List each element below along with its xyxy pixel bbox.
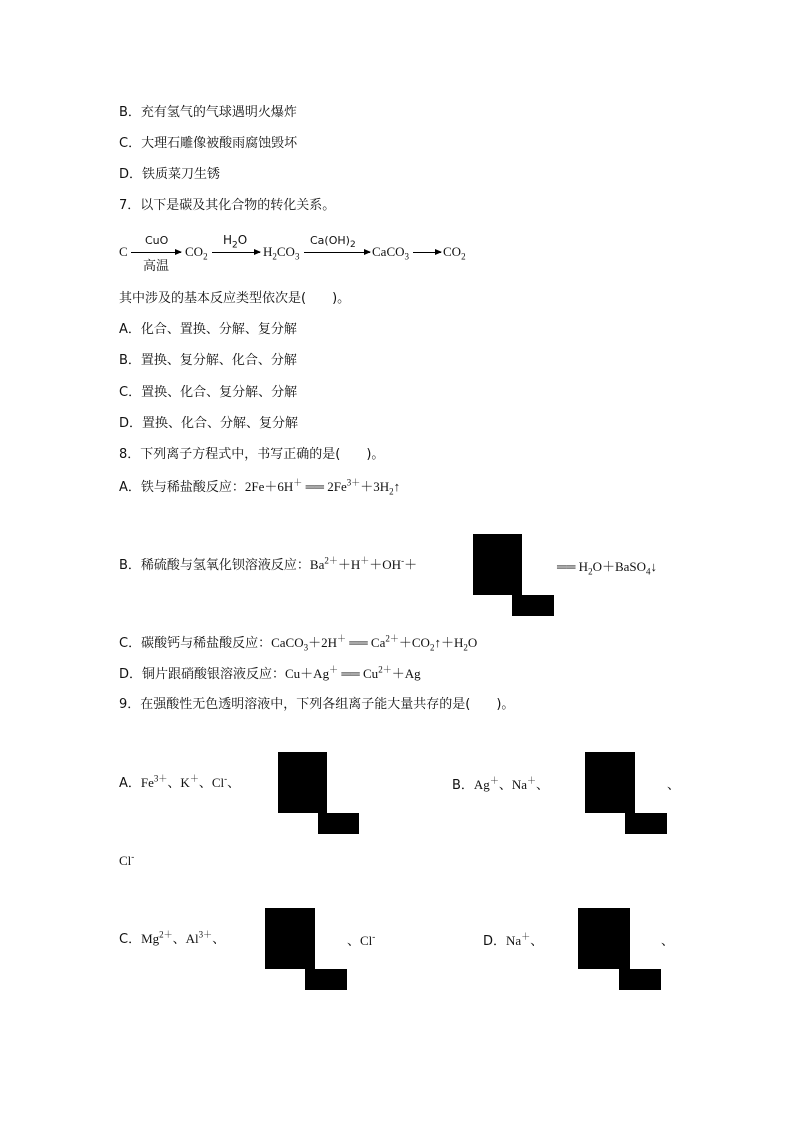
q8-option-d: D．铜片跟硝酸银溶液反应：Cu＋Ag＋ ══ $Cu^{2+}+Ag$ [119, 664, 421, 682]
q9-stem: 9．在强酸性无色透明溶液中，下列各组离子能大量共存的是( )。 [119, 697, 515, 712]
scheme-arrow-2 [212, 252, 260, 253]
q9-option-d-label: D． [483, 934, 507, 949]
scheme-co2-first: $CO_2$ [185, 244, 208, 262]
scheme-caco3: CaCO$_3$ [372, 244, 409, 262]
q8-stem: 8．下列离子方程式中，书写正确的是( )。 [119, 447, 385, 462]
scheme-arrow-4 [413, 252, 441, 253]
q8-option-b: B．稀硫酸与氢氧化钡溶液反应：$Ba^{2+}+H^++OH^-+$ [119, 555, 418, 573]
q8-option-a-label: A．铁与稀盐酸反应： [119, 480, 245, 495]
q9-option-d-sep: 、 [661, 934, 675, 949]
q6-option-c: C．大理石雕像被酸雨腐蚀毁坏 [119, 136, 298, 151]
q7-option-c: C．置换、化合、复分解、分解 [119, 385, 298, 400]
q7-option-a: A．化合、置换、分解、复分解 [119, 322, 297, 337]
q9-option-a: A．$Fe^{3+}$、K＋、Cl-、 [119, 773, 241, 791]
q8-option-b-label: B．稀硫酸与氢氧化钡溶液反应： [119, 558, 310, 573]
q9-option-c: C．$Mg^{2+}$、$Al^{3+}$、 [119, 929, 226, 947]
q9-option-c-tail: 、Cl- [347, 931, 376, 948]
q7-option-b: B．置换、复分解、化合、分解 [119, 353, 297, 368]
q9-option-b-label: B． [452, 778, 474, 793]
q7-stem: 7．以下是碳及其化合物的转化关系。 [119, 198, 336, 213]
redacted-image-block [625, 813, 667, 834]
q8-option-a: A．铁与稀盐酸反应：2Fe＋6H＋ ══ $2Fe^{3+}+3H_2↑$ [119, 477, 401, 497]
q6-option-d: D．铁质菜刀生锈 [119, 167, 221, 182]
q9-option-a-label: A． [119, 776, 141, 791]
q9-option-c-label: C． [119, 932, 142, 947]
q7-question: 其中涉及的基本反应类型依次是( )。 [119, 291, 351, 306]
scheme-cuo-label: CuO [145, 234, 169, 247]
scheme-arrow-1 [131, 252, 181, 253]
redacted-image-block [619, 969, 661, 990]
redacted-image-block [578, 908, 630, 969]
q9-option-b-cl: Cl- [119, 851, 135, 868]
scheme-c: C [119, 244, 128, 259]
redacted-image-block [265, 908, 315, 969]
carbon-conversion-scheme [119, 232, 479, 272]
redacted-image-block [512, 595, 554, 616]
scheme-h2co3: $H_2CO_3$ [263, 244, 300, 262]
q9-option-d: D．Na＋、 [483, 931, 544, 949]
scheme-gaowen-label: 高温 [143, 259, 170, 274]
redacted-image-block [318, 813, 359, 834]
q8-option-b-tail: ══ $H_2O+BaSO_4↓$ [557, 559, 658, 577]
redacted-image-block [473, 534, 522, 595]
scheme-co2-last: $CO_2$ [443, 244, 466, 262]
redacted-image-block [305, 969, 347, 990]
q8-option-c-label: C．碳酸钙与稀盐酸反应： [119, 636, 272, 651]
q7-option-d: D．置换、化合、分解、复分解 [119, 416, 299, 431]
redacted-image-block [585, 752, 635, 813]
q9-option-b-sep: 、 [667, 778, 681, 793]
scheme-arrow-3 [304, 252, 370, 253]
redacted-image-block [278, 752, 327, 813]
q8-option-d-label: D．铜片跟硝酸银溶液反应： [119, 667, 286, 682]
scheme-caoh2-label: $Ca(OH)_2$ [310, 234, 356, 251]
q9-option-b: B．Ag＋、Na＋、 [452, 775, 550, 793]
q6-option-b: B．充有氢气的气球遇明火爆炸 [119, 105, 297, 120]
q8-option-c: C．碳酸钙与稀盐酸反应：CaCO$_3$＋2H＋ ══ $Ca^{2+}+CO_2↑+H_2O$ [119, 633, 478, 653]
scheme-h2o-label: $H_2O$ [223, 233, 248, 251]
